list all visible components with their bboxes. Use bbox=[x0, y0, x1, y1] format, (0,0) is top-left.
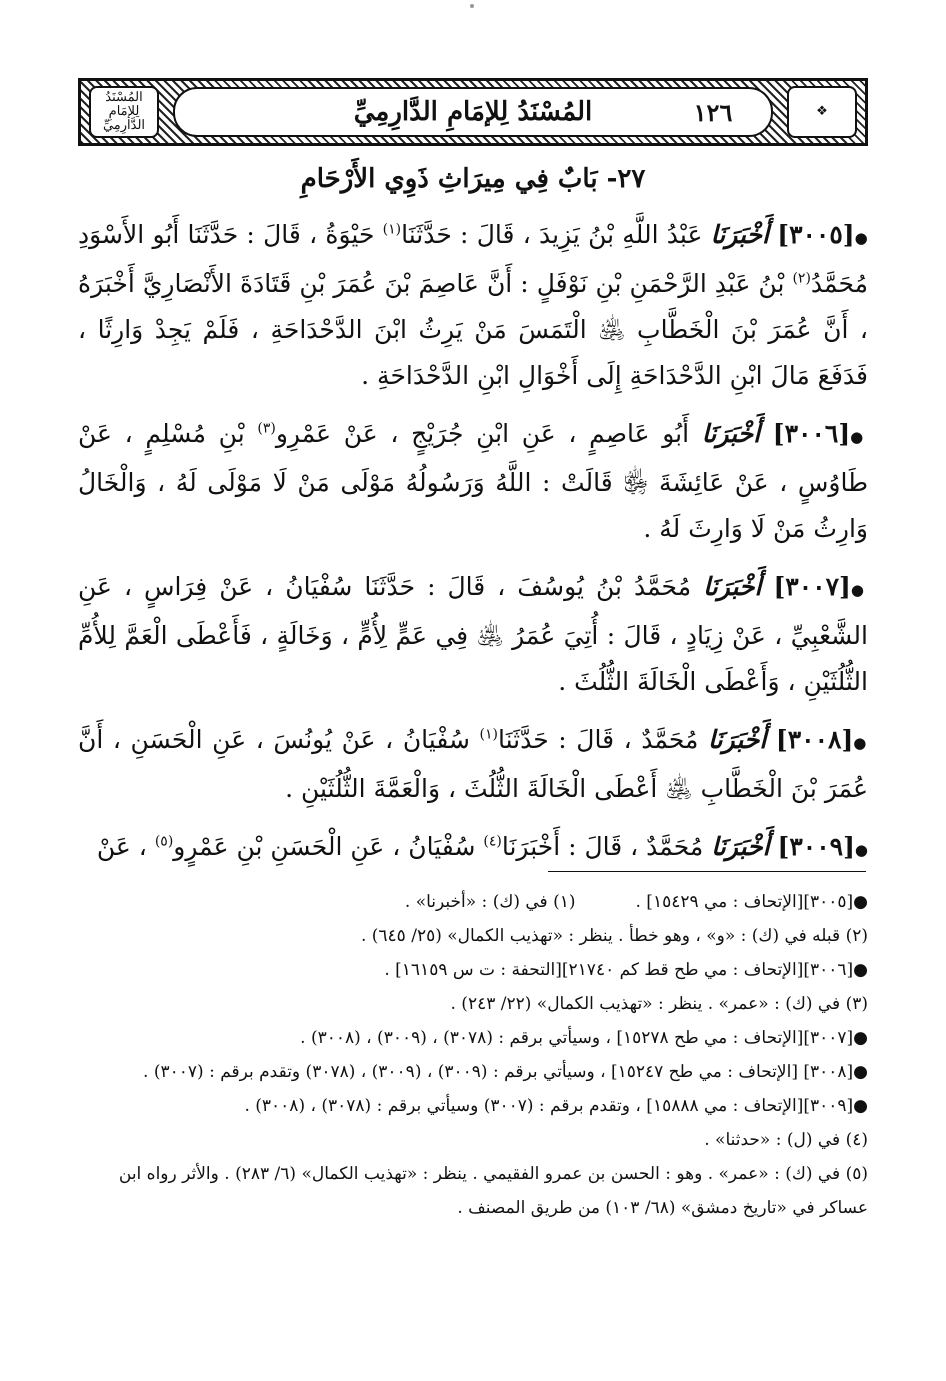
bullet-icon: ● bbox=[850, 581, 869, 599]
hadith-entry bbox=[78, 411, 868, 552]
entry-number: [٣٠٠٩] bbox=[777, 832, 855, 861]
footnote: (٥) في (ك) : «عمر» . وهو : الحسن بن عمرو الفقيمي . ينظر : «تهذيب الكمال» (٦/ ٢٨٣) . والأثر رواه ابن عساكر في «تاريخ دمشق» (٦٨/ ١٠٣) من طريق المصنف . bbox=[118, 1164, 868, 1218]
akhbarana-label: أَخْبَرَنَا bbox=[711, 832, 770, 861]
hadith-entry bbox=[78, 824, 868, 873]
bullet-icon: ● bbox=[854, 229, 869, 247]
entry-number: [٣٠٠٦] bbox=[772, 419, 851, 448]
page-header bbox=[78, 78, 868, 146]
page-number: ١٢٦ bbox=[693, 97, 733, 127]
footnote: (١) في (ك) : «أخبرنا» . bbox=[404, 892, 576, 912]
footnote: ●[٣٠٠٧][الإتحاف : مي طح ١٥٢٧٨] ، وسيأتي برقم : (٣٠٧٨) ، (٣٠٠٩) ، (٣٠٠٨) . bbox=[300, 1028, 868, 1048]
bullet-icon: ● bbox=[854, 841, 868, 859]
entry-text: عَبْدُ اللَّهِ بْنُ يَزِيدَ ، قَالَ : حَدَّثَنَا bbox=[401, 220, 703, 249]
footnote-ref: (٢) bbox=[792, 270, 811, 287]
entry-text: حَيْوَةُ ، قَالَ : حَدَّثَنَا أَبُو الأَسْوَدِ مُحَمَّدُ bbox=[78, 220, 869, 298]
footnote-row bbox=[78, 885, 868, 919]
akhbarana-label: أَخْبَرَنَا bbox=[703, 572, 762, 601]
footnote: ●[٣٠٠٨] [الإتحاف : مي طح ١٥٢٤٧] ، وسيأتي برقم : (٣٠٠٩) ، (٣٠٠٩) ، (٣٠٧٨) وتقدم برقم : (٣٠٠٧) . bbox=[143, 1062, 868, 1082]
ornament-right: ❖ bbox=[787, 86, 857, 138]
footnote: ●[٣٠٠٦][الإتحاف : مي طح قط كم ٢١٧٤٠][التحفة : ت س ١٦١٥٩] . bbox=[384, 960, 868, 980]
entry-number: [٣٠٠٥] bbox=[777, 220, 855, 249]
footnotes bbox=[78, 885, 868, 1225]
entry-text: مُحَمَّدُ بْنُ يُوسُفَ ، قَالَ : حَدَّثَنَا سُفْيَانُ ، عَنْ فِرَاسٍ ، عَنِ الشَّعْبِيِّ ، عَنْ زِيَادٍ ، قَالَ : أُتِيَ عُمَرُ ﵁ فِي عَمٍّ لِأُمٍّ ، وَخَالَةٍ ، فَأَعْطَى الْعَمَّ لِلأُمِّ الثُّلُثَيْنِ ، وَأَعْطَى الْخَالَةَ الثُّلُثَ . bbox=[78, 572, 868, 696]
entry-number: [٣٠٠٧] bbox=[773, 572, 851, 601]
akhbarana-label: أَخْبَرَنَا bbox=[710, 220, 769, 249]
book-medallion-left: المُسْنَدُ لِلإمَامِ الدَّارِمِيِّ bbox=[89, 86, 159, 138]
footnote: ●[٣٠٠٥][الإتحاف : مي ١٥٤٢٩] . bbox=[635, 892, 868, 912]
hadith-entry bbox=[78, 212, 868, 399]
footnote-ref: (٤) bbox=[483, 833, 502, 850]
footnote: (٢) قبله في (ك) : «و» ، وهو خطأ . ينظر : «تهذيب الكمال» (٢٥/ ٦٤٥) . bbox=[360, 926, 868, 946]
akhbarana-label: أَخْبَرَنَا bbox=[707, 725, 767, 754]
entry-text: سُفْيَانُ ، عَنِ الْحَسَنِ بْنِ عَمْرٍو bbox=[173, 832, 476, 861]
entry-text: بْنِ مُسْلِمٍ ، عَنْ طَاوُسٍ ، عَنْ عَائِشَةَ ﵂ قَالَتْ : اللَّهُ وَرَسُولُهُ مَوْلَى مَنْ لَا مَوْلَى لَهُ ، وَالْخَالُ وَارِثُ مَنْ لَا وَارِثَ لَهُ . bbox=[78, 419, 868, 543]
running-title: المُسْنَدُ لِلإمَامِ الدَّارِمِيِّ bbox=[353, 97, 593, 127]
header-banner bbox=[173, 87, 773, 137]
footnote-divider bbox=[548, 871, 866, 872]
entry-text: بْنُ عَبْدِ الرَّحْمَنِ بْنِ نَوْفَلٍ : أَنَّ عَاصِمَ بْنَ عُمَرَ بْنِ قَتَادَةَ الأَنْصَارِيَّ أَخْبَرَهُ ، أَنَّ عُمَرَ بْنَ الْخَطَّابِ ﵁ الْتَمَسَ مَنْ يَرِثُ ابْنَ الدَّحْدَاحَةِ ، فَلَمْ يَجِدْ وَارِثًا ، فَدَفَعَ مَالَ ابْنِ الدَّحْدَاحَةِ إِلَى أَخْوَالِ ابْنِ الدَّحْدَاحَةِ . bbox=[78, 269, 868, 390]
bullet-icon: ● bbox=[853, 734, 869, 752]
entry-text: أَبُو عَاصِمٍ ، عَنِ ابْنِ جُرَيْجٍ ، عَنْ عَمْرِو bbox=[275, 419, 690, 448]
hadith-entry bbox=[78, 717, 868, 812]
footnote-ref: (٥) bbox=[154, 833, 174, 850]
footnote-ref: (١) bbox=[479, 726, 498, 743]
footnote: (٤) في (ل) : «حدثنا» . bbox=[704, 1130, 868, 1150]
page-dot bbox=[470, 4, 474, 8]
footnote-ref: (١) bbox=[382, 221, 402, 238]
main-text bbox=[78, 212, 868, 885]
entry-text: ، عَنْ bbox=[96, 832, 147, 861]
footnote: (٣) في (ك) : «عمر» . ينظر : «تهذيب الكمال» (٢٢/ ٢٤٣) . bbox=[450, 994, 868, 1014]
entry-text: مُحَمَّدٌ ، قَالَ : حَدَّثَنَا bbox=[498, 725, 699, 754]
footnote-ref: (٣) bbox=[257, 420, 276, 437]
akhbarana-label: أَخْبَرَنَا bbox=[701, 419, 761, 448]
entry-number: [٣٠٠٨] bbox=[775, 725, 854, 754]
entry-text: مُحَمَّدٌ ، قَالَ : أَخْبَرَنَا bbox=[501, 832, 704, 861]
footnote: ●[٣٠٠٩][الإتحاف : مي ١٥٨٨٨] ، وتقدم برقم : (٣٠٠٧) وسيأتي برقم : (٣٠٧٨) ، (٣٠٠٨) . bbox=[244, 1096, 868, 1116]
chapter-title: ٢٧- بَابٌ فِي مِيرَاثِ ذَوِي الأَرْحَامِ bbox=[300, 164, 646, 194]
bullet-icon: ● bbox=[850, 428, 868, 446]
hadith-entry bbox=[78, 564, 868, 705]
entry-text: سُفْيَانُ ، عَنْ يُونُسَ ، عَنِ الْحَسَنِ ، أَنَّ عُمَرَ بْنَ الْخَطَّابِ ﵁ أَعْطَى الْخَالَةَ الثُّلُثَ ، وَالْعَمَّةَ الثُّلُثَيْنِ . bbox=[78, 725, 868, 803]
